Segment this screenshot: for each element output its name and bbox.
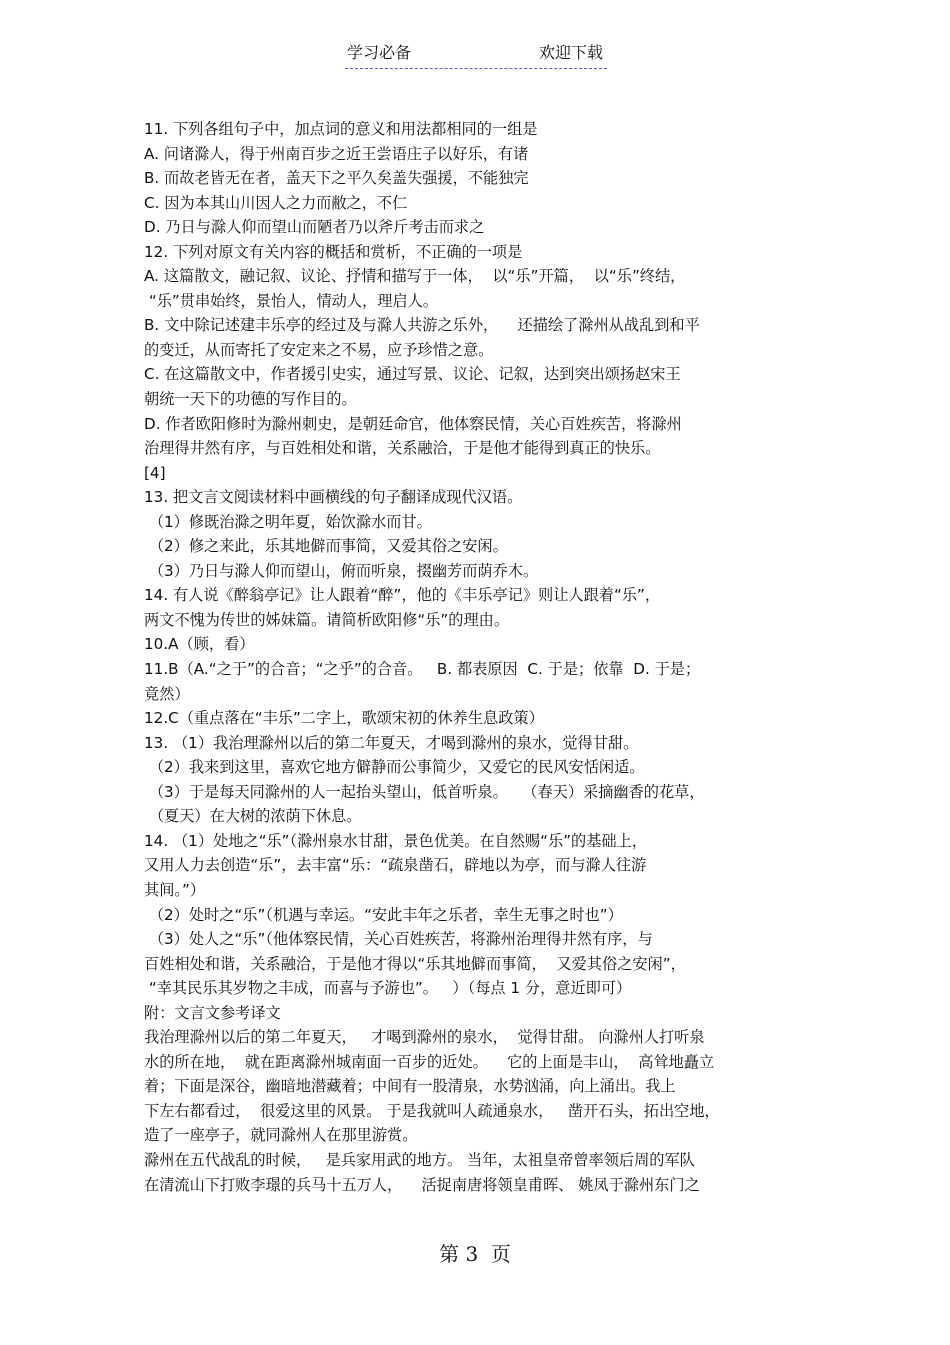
text-line: 竟然） [144, 684, 190, 703]
text-line: （2）处时之“乐”（机遇与幸运。“安此丰年之乐者，幸生无事之时也”） [144, 905, 623, 924]
document-body [144, 117, 814, 1197]
text-line: （2）修之来此，乐其地僻而事简，又爱其俗之安闲。 [144, 537, 508, 556]
text-line: 下左右都看过， 很爱这里的风景。 于是我就叫人疏通泉水， 凿开石头，拓出空地， [144, 1101, 720, 1120]
text-line: 两文不愧为传世的姊妹篇。请简析欧阳修“乐”的理由。 [144, 610, 510, 629]
text-line: B. 而故老皆无在者，盖天下之平久矣盖失强援，不能独完 [144, 169, 529, 188]
text-line: 13. （1）我治理滁州以后的第二年夏天，才喝到滁州的泉水，觉得甘甜。 [144, 733, 639, 752]
page-header [345, 42, 607, 69]
text-line: A. 问诸滁人，得于州南百步之近王尝语庄子以好乐，有诸 [144, 144, 529, 163]
text-line: 朝统一天下的功德的写作目的。 [144, 390, 357, 409]
text-line: A. 这篇散文，融记叙、议论、抒情和描写于一体， 以“乐”开篇， 以“乐”终结， [144, 267, 686, 286]
text-line: 11. 下列各组句子中，加点词的意义和用法都相同的一组是 [144, 120, 538, 138]
page-number: 第 3 页 [439, 1242, 511, 1266]
text-line: “幸其民乐其岁物之丰成，而喜与予游也”。 ）（每点 1 分，意近即可） [144, 979, 632, 998]
text-line: D. 乃日与滁人仰而望山而陋者乃以斧斤考击而求之 [144, 218, 485, 237]
text-line: 14. 有人说《醉翁亭记》让人跟着“醉”，他的《丰乐亭记》则让人跟着“乐”， [144, 586, 661, 605]
text-line: 其间。”） [144, 880, 206, 899]
text-line: B. 文中除记述建丰乐亭的经过及与滁人共游之乐外， 还描绘了滁州从战乱到和平 [144, 316, 700, 335]
text-line: （2）我来到这里，喜欢它地方僻静而公事简少，又爱它的民风安恬闲适。 [144, 758, 645, 777]
text-line: 着；下面是深谷，幽暗地潜藏着；中间有一股清泉，水势汹涌，向上涌出。我上 [144, 1077, 676, 1096]
text-line: 13. 把文言文阅读材料中画横线的句子翻译成现代汉语。 [144, 488, 523, 507]
text-line: C. 在这篇散文中，作者援引史实，通过写景、议论、记叙，达到突出颂扬赵宋王 [144, 365, 681, 384]
text-line: （3）于是每天同滁州的人一起抬头望山，低首听泉。 （春天）采摘幽香的花草， [144, 782, 705, 801]
text-line: 10.A（顾，看） [144, 635, 255, 654]
text-line: （3）乃日与滁人仰而望山，俯而听泉，掇幽芳而荫乔木。 [144, 561, 539, 580]
text-line: 治理得井然有序，与百姓相处和谐，关系融洽，于是他才能得到真正的快乐。 [144, 439, 661, 458]
text-line: 我治理滁州以后的第二年夏天， 才喝到滁州的泉水， 觉得甘甜。 向滁州人打听泉 [144, 1028, 705, 1047]
text-line: 的变迁，从而寄托了安定来之不易，应予珍惜之意。 [144, 340, 494, 359]
text-line: （夏天）在大树的浓荫下休息。 [144, 807, 362, 826]
text-line: 附：文言文参考译文 [144, 1003, 281, 1022]
text-line: （1）修既治滁之明年夏，始饮滁水而甘。 [144, 512, 432, 531]
header-left-text: 学习必备 [347, 43, 412, 62]
text-line: 在清流山下打败李璟的兵马十五万人， 活捉南唐将领皇甫晖、 姚凤于滁州东门之 [144, 1175, 700, 1194]
text-line: 又用人力去创造“乐”，去丰富“乐：“疏泉凿石，辟地以为亭，而与滁人往游 [144, 856, 647, 875]
text-line: C. 因为本其山川因人之力而敝之，不仁 [144, 193, 408, 212]
text-line: （3）处人之“乐”（他体察民情，关心百姓疾苦，将滁州治理得井然有序，与 [144, 930, 653, 949]
text-line: “乐”贯串始终，景怡人，情动人，理启人。 [144, 291, 438, 310]
text-line: 14. （1）处地之“乐”（滁州泉水甘甜，景色优美。在自然赐“乐”的基础上， [144, 831, 647, 850]
text-line: 滁州在五代战乱的时候， 是兵家用武的地方。 当年，太祖皇帝曾率领后周的军队 [144, 1150, 695, 1169]
text-line: 造了一座亭子，就同滁州人在那里游赏。 [144, 1126, 418, 1145]
text-line: 百姓相处和谐，关系融洽，于是他才得以“乐其地僻而事简， 又爱其俗之安闲”， [144, 954, 686, 973]
text-line: [4] [144, 463, 166, 482]
header-right-text: 欢迎下载 [538, 43, 603, 62]
text-line: 水的所在地， 就在距离滁州城南面一百步的近处。 它的上面是丰山， 高耸地矗立 [144, 1052, 715, 1071]
text-line: 12. 下列对原文有关内容的概括和赏析，不正确的一项是 [144, 242, 523, 261]
text-line: 12.C（重点落在“丰乐”二字上，歌颂宋初的休养生息政策） [144, 709, 544, 728]
text-line: 11.B（A.“之于”的合音；“之乎”的合音。 B. 都表原因 C. 于是；依靠 D. 于是； [144, 660, 701, 679]
text-line: D. 作者欧阳修时为滁州刺史，是朝廷命官，他体察民情，关心百姓疾苦，将滁州 [144, 414, 682, 433]
